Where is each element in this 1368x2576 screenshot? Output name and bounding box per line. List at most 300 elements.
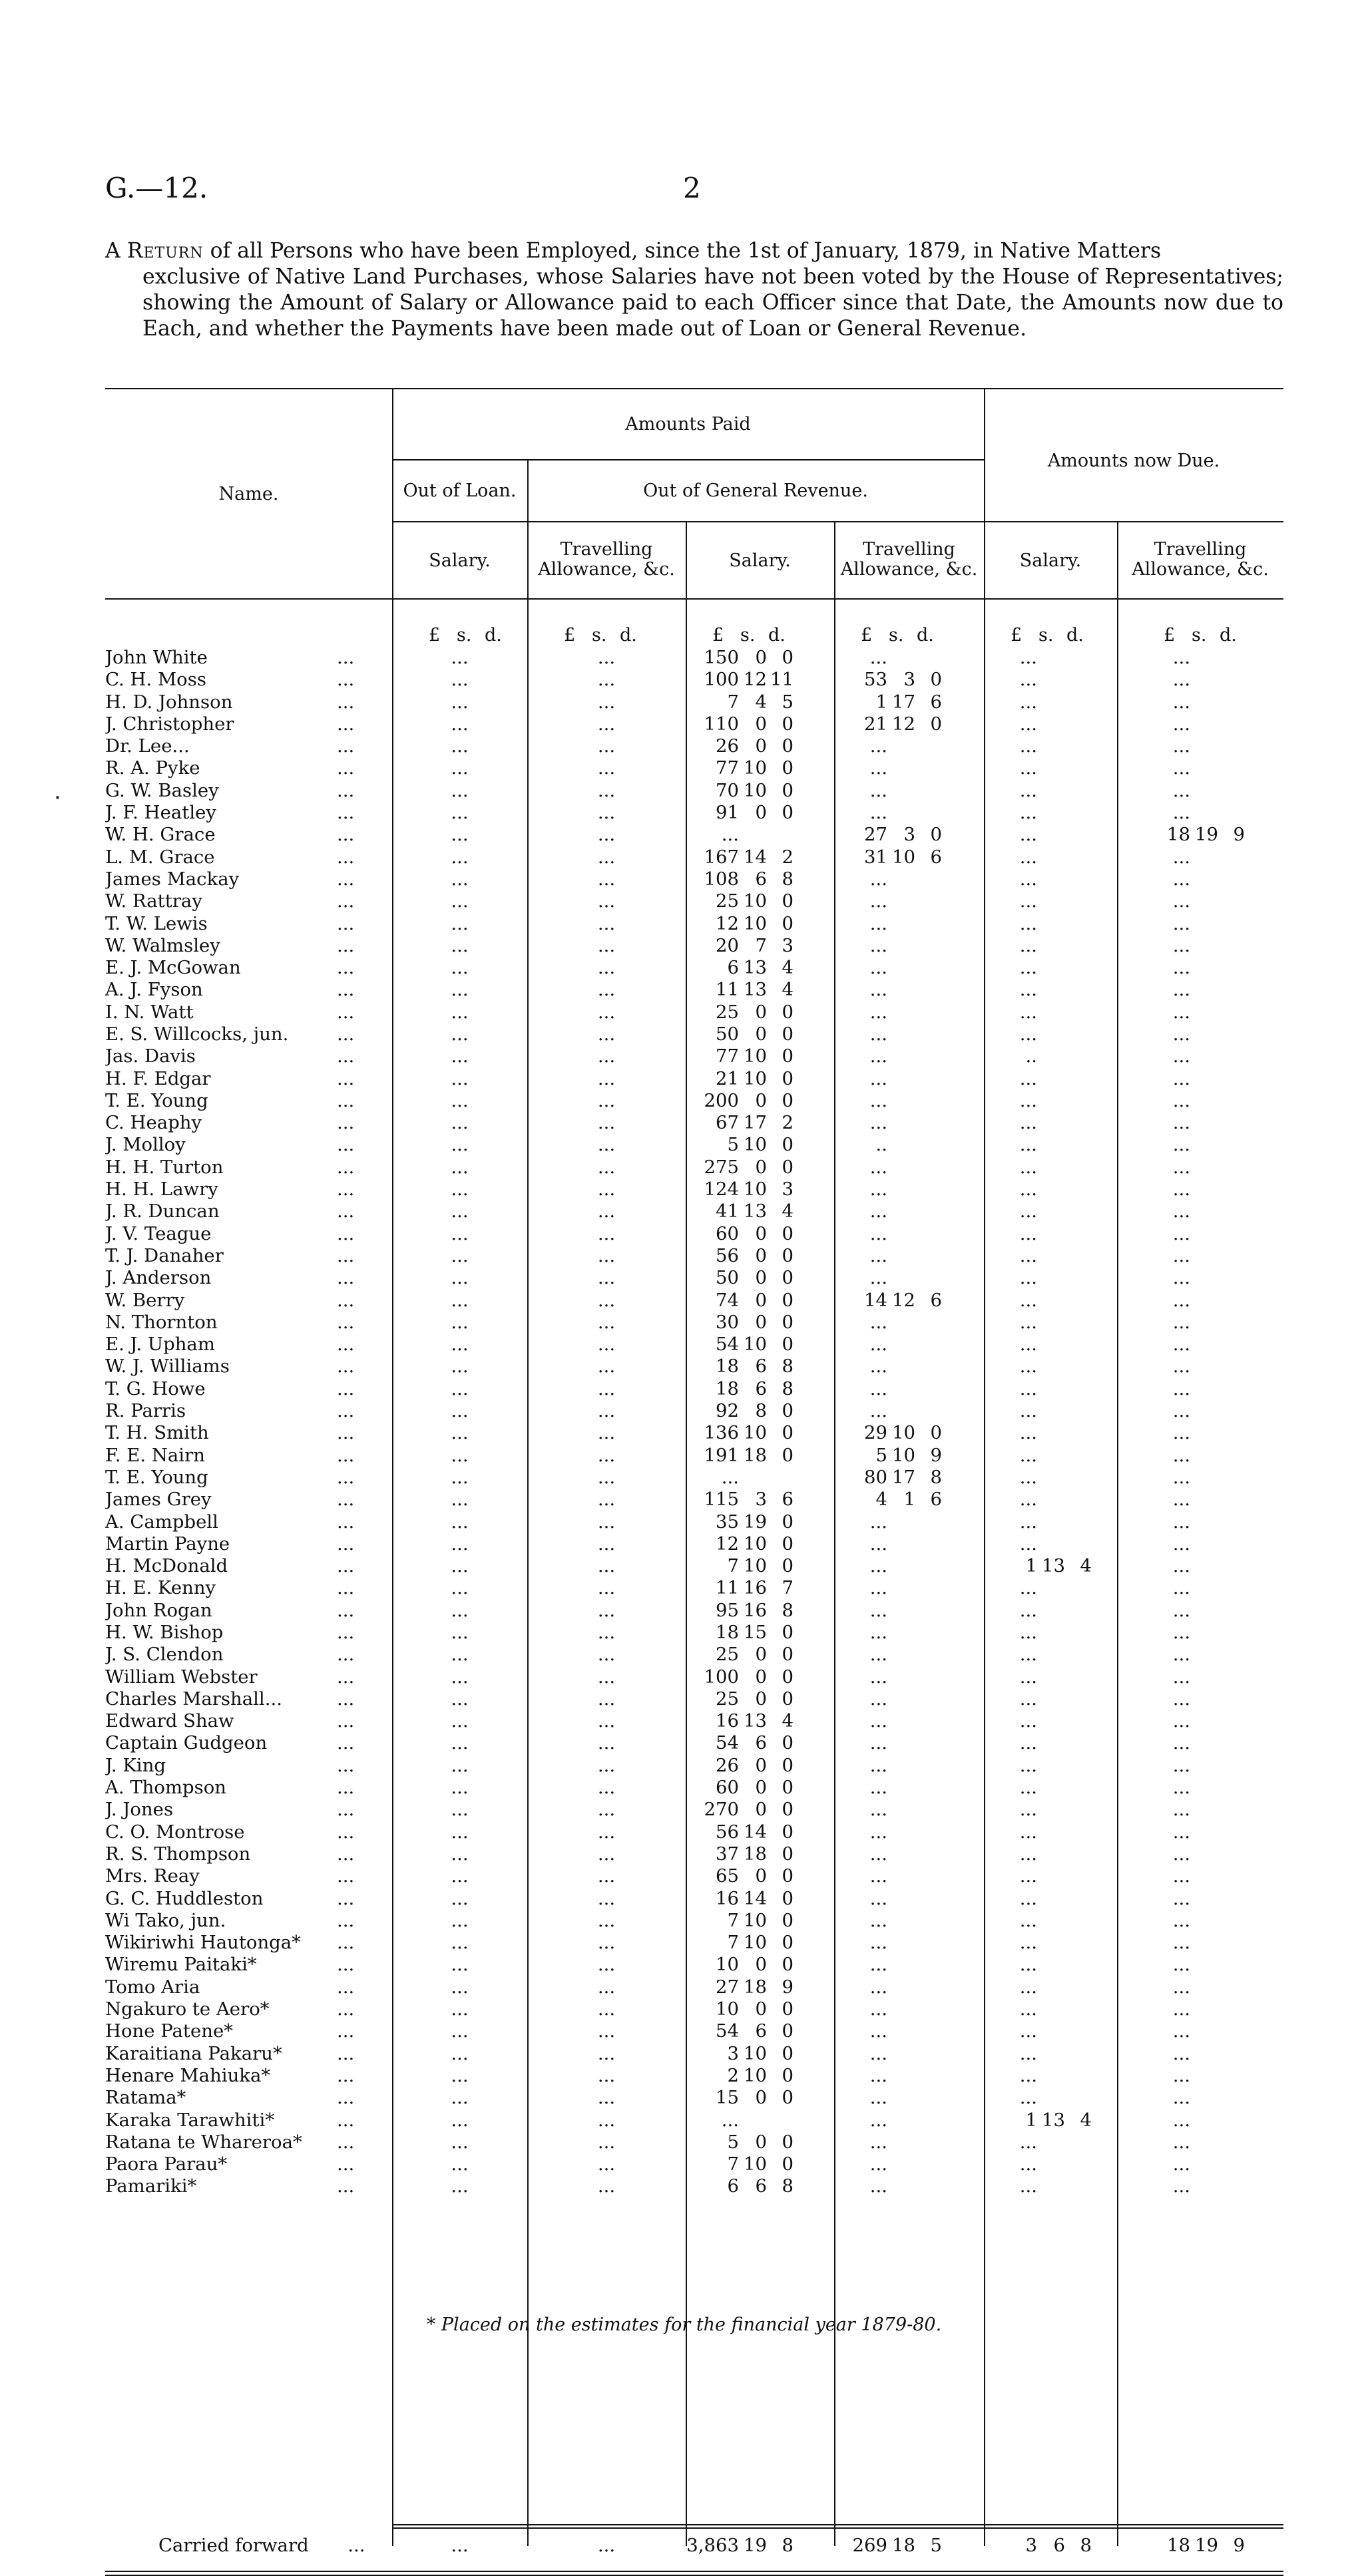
general-salary [686,1843,834,1865]
loan-travelling: ... [597,1865,616,1887]
due-travelling-pounds: ... [1172,1976,1190,1998]
due-travelling [1117,1599,1283,1621]
general-salary [686,1577,834,1599]
loan-travelling: ... [597,669,616,691]
leader-dots: ... [337,1577,355,1599]
general-salary [686,1533,834,1555]
due-salary-pounds: ... [1019,1865,1037,1887]
general-travelling-pounds: ... [869,890,887,912]
general-salary-shillings: 0 [755,1311,767,1333]
general-travelling-shillings [887,935,915,956]
general-travelling [834,1909,984,1931]
table-row [105,824,1283,846]
general-salary-shillings: 10 [744,2064,767,2086]
loan-travelling: ... [597,1622,616,1643]
row-name: R. Parris [105,1400,186,1422]
loan-travelling: ... [597,2109,616,2131]
general-salary-shillings: 13 [744,957,767,979]
due-travelling-shillings [1190,1777,1218,1798]
general-salary [686,1710,834,1732]
due-salary-shillings [1037,757,1065,779]
loan-salary: ... [451,1422,469,1444]
general-salary-shillings: 0 [755,1998,767,2020]
general-salary-shillings: 14 [744,1887,767,1909]
general-salary [686,646,834,668]
general-travelling-pence [915,2131,942,2153]
general-travelling [834,1865,984,1887]
due-travelling [1117,1644,1283,1666]
loan-travelling: ... [597,1710,616,1732]
due-salary-shillings [1037,1245,1065,1266]
due-travelling-pence [1218,1489,1245,1510]
due-travelling [1117,713,1283,735]
due-travelling-shillings [1190,1644,1218,1665]
due-travelling-shillings [1190,979,1218,1000]
due-salary-pence [1065,1577,1092,1598]
general-travelling-shillings [887,1976,915,1998]
due-travelling [1117,2064,1283,2086]
leader-dots: ... [337,1089,355,1111]
general-salary [686,1156,834,1178]
leader-dots: ... [337,1644,355,1666]
table-row [105,2131,1283,2153]
general-salary-pounds: 15 [716,2087,739,2109]
leader-dots: ... [337,1289,355,1311]
due-travelling [1117,1998,1283,2020]
general-travelling-pence [915,1865,942,1887]
due-travelling-pounds: ... [1172,1156,1190,1178]
due-salary-pounds: ... [1019,1422,1037,1444]
due-travelling-shillings [1190,1090,1218,1111]
loan-travelling: ... [597,1533,616,1555]
due-travelling [1117,1023,1283,1045]
due-travelling-pounds: ... [1172,1112,1190,1134]
due-travelling-shillings [1190,1334,1218,1355]
general-salary-pence: 0 [782,1865,794,1887]
row-name: Henare Mahiuka* [105,2064,271,2086]
due-travelling-shillings [1190,1577,1218,1598]
due-salary [984,934,1117,956]
general-salary-shillings: 14 [744,846,767,868]
general-travelling-pounds: ... [869,1067,887,1089]
general-salary-pounds: 191 [704,1444,739,1466]
row-name: J. F. Heatley [105,802,216,824]
due-salary-pence [1065,846,1092,868]
general-travelling-pounds: ... [869,912,887,934]
general-travelling-pounds: 1 [875,691,887,713]
loan-salary: ... [451,1865,469,1887]
total-general-travelling-pounds: 269 [852,2534,887,2556]
due-travelling [1117,1954,1283,1976]
table-row [105,1289,1283,1311]
general-travelling [834,713,984,735]
general-salary-shillings: 0 [755,1666,767,1688]
general-salary-pounds: 65 [716,1865,739,1887]
due-travelling-shillings [1190,1445,1218,1466]
general-salary-pence: 11 [770,669,794,691]
leader-dots: ... [337,1909,355,1931]
due-salary [984,1134,1117,1156]
row-name: A. Thompson [105,1777,227,1799]
general-salary-shillings: 15 [744,1622,767,1643]
due-salary-pounds: ... [1019,757,1037,779]
due-travelling [1117,646,1283,668]
general-travelling-shillings [887,1555,915,1576]
general-travelling-shillings [887,1068,915,1089]
due-travelling [1117,1289,1283,1311]
row-name: J. Molloy [105,1134,186,1156]
general-travelling [834,1023,984,1045]
general-travelling-pounds: ... [869,1754,887,1776]
general-salary-pence: 0 [782,912,794,934]
general-salary-shillings: 18 [744,1976,767,1998]
due-travelling-pence [1218,1555,1245,1576]
general-travelling-shillings [887,1023,915,1045]
due-salary-pounds: ... [1019,1356,1037,1378]
general-salary-shillings: 0 [755,1001,767,1023]
due-salary-pounds: ... [1019,1777,1037,1799]
general-salary [686,868,834,890]
due-travelling-pence [1218,1910,1245,1931]
leader-dots: ... [337,1710,355,1732]
general-travelling [834,1045,984,1067]
loan-travelling: ... [597,1089,616,1111]
general-travelling-pence [915,1666,942,1688]
loan-salary: ... [451,1001,469,1023]
due-salary [984,1909,1117,1931]
due-salary-units-unit_p: £ [1011,625,1023,646]
due-travelling [1117,1466,1283,1488]
units-row [105,624,1283,646]
due-salary-shillings [1037,780,1065,801]
general-travelling-pence [915,1644,942,1665]
loan-travelling-units-unit_p: £ [564,625,576,646]
due-salary-shillings [1037,2020,1065,2042]
total-general-salary-pounds: 3,863 [686,2534,739,2556]
print-speck [56,796,59,799]
due-salary-pounds: ... [1019,1821,1037,1843]
loan-travelling: ... [597,890,616,912]
general-salary-shillings: 10 [744,1179,767,1200]
general-travelling [834,1178,984,1200]
due-salary-pounds: ... [1019,1577,1037,1599]
due-salary-pounds: ... [1019,1067,1037,1089]
general-salary-pounds: 275 [704,1156,739,1178]
general-salary-shillings: 10 [744,1533,767,1555]
due-salary-pounds: ... [1019,1244,1037,1266]
row-name: H. W. Bishop [105,1622,224,1643]
general-salary-shillings: 0 [755,1156,767,1178]
general-travelling-pence [915,1023,942,1045]
general-salary-pounds: 108 [704,868,739,890]
due-salary [984,1887,1117,1909]
due-travelling-pounds: ... [1172,646,1190,668]
due-travelling-shillings: 19 [1195,824,1218,846]
general-travelling-pence [915,2065,942,2086]
general-salary-pence: 0 [782,1644,794,1666]
due-travelling-pounds: ... [1172,1089,1190,1111]
table-row [105,1001,1283,1023]
loan-salary: ... [451,1156,469,1178]
row-name: R. S. Thompson [105,1843,251,1865]
general-salary-shillings: 0 [755,1089,767,1111]
general-salary-pence: 0 [782,1311,794,1333]
leader-dots: ... [337,1954,355,1976]
general-salary [686,1422,834,1444]
loan-salary: ... [451,1976,469,1998]
due-travelling-pounds: ... [1172,2042,1190,2064]
due-travelling-pounds: ... [1172,1466,1190,1488]
due-travelling [1117,1555,1283,1576]
due-travelling [1117,1577,1283,1599]
amounts-paid-header: Amounts Paid [625,414,751,435]
due-travelling-shillings [1190,1622,1218,1643]
general-salary-pence: 0 [782,1821,794,1843]
general-salary-shillings: 0 [755,1644,767,1666]
general-salary [686,1998,834,2020]
general-travelling-shillings [887,2110,915,2131]
due-salary-pounds: ... [1019,1200,1037,1222]
due-travelling-pounds: ... [1172,1533,1190,1555]
general-travelling-pounds: .. [875,1134,887,1156]
due-travelling-pounds: ... [1172,735,1190,757]
general-salary [686,1112,834,1134]
table-row [105,1887,1283,1909]
due-salary-pence [1065,1976,1092,1998]
loan-travelling: ... [597,1555,616,1577]
general-travelling-pounds: 4 [875,1489,887,1511]
general-travelling-pounds: ... [869,1577,887,1599]
general-salary-pounds: ... [721,1466,739,1488]
due-travelling-pounds: ... [1172,1909,1190,1931]
table-row [105,890,1283,912]
due-salary-pence [1065,1666,1092,1688]
general-salary [686,735,834,757]
general-travelling-shillings: 3 [903,669,915,691]
loan-salary: ... [451,1356,469,1378]
loan-travelling: ... [597,1222,616,1244]
leader-dots: ... [337,1754,355,1776]
general-travelling-pounds: 14 [864,1289,887,1311]
due-travelling-pounds: ... [1172,1489,1190,1511]
general-travelling-shillings: 17 [892,1466,915,1488]
general-travelling-pounds: ... [869,2131,887,2153]
general-salary-pounds: 20 [716,934,739,956]
due-travelling-pounds: ... [1172,1289,1190,1311]
due-salary [984,1666,1117,1688]
due-travelling-pence [1218,1533,1245,1555]
total-loan-salary: ... [451,2534,469,2556]
general-travelling-pence [915,1533,942,1555]
row-name: Charles Marshall... [105,1688,282,1710]
general-salary-shillings: 10 [744,1045,767,1067]
general-travelling-pounds: ... [869,1244,887,1266]
table-row [105,2064,1283,2086]
general-travelling-pounds: 29 [864,1422,887,1444]
due-travelling [1117,2175,1283,2197]
loan-salary: ... [451,1533,469,1555]
loan-salary: ... [451,1511,469,1533]
due-salary-pounds: ... [1019,1222,1037,1244]
general-travelling-shillings [887,1755,915,1776]
due-travelling-pounds: ... [1172,691,1190,713]
general-travelling-pounds: ... [869,1200,887,1222]
due-salary-shillings [1037,2175,1065,2197]
due-travelling [1117,2109,1283,2131]
general-salary-shillings: 17 [744,1112,767,1134]
general-travelling [834,1444,984,1466]
due-travelling-pence [1218,1511,1245,1533]
general-salary-pounds: 35 [716,1511,739,1533]
general-travelling [834,1489,984,1511]
due-salary-pence [1065,1799,1092,1820]
due-travelling-pounds: ... [1172,1311,1190,1333]
leader-dots: ... [337,1887,355,1909]
general-travelling-shillings [887,1400,915,1421]
loan-travelling: ... [597,1023,616,1045]
leader-dots: ... [337,1244,355,1266]
table-row [105,846,1283,868]
due-salary-pounds: ... [1019,735,1037,757]
loan-salary: ... [451,1045,469,1067]
table-row [105,1311,1283,1333]
general-travelling [834,669,984,691]
general-salary-pounds: 7 [727,1909,739,1931]
due-travelling-shillings [1190,1489,1218,1510]
intro-lead-word: Return [126,239,204,263]
due-salary [984,1156,1117,1178]
row-name: E. J. Upham [105,1334,215,1356]
general-salary-pounds: 18 [716,1378,739,1399]
due-salary-pence [1065,1688,1092,1710]
due-salary-pounds: ... [1019,890,1037,912]
due-travelling-pounds: ... [1172,2064,1190,2086]
general-travelling-pounds: ... [869,1511,887,1533]
due-salary-shillings [1037,1888,1065,1909]
loan-travelling: ... [597,1954,616,1976]
loan-travelling: ... [597,2153,616,2175]
row-name: J. S. Clendon [105,1644,224,1666]
due-salary-pence [1065,2153,1092,2175]
general-salary [686,979,834,1001]
general-travelling-shillings [887,1888,915,1909]
row-name: C. H. Moss [105,669,206,691]
due-salary-pounds: ... [1019,1954,1037,1976]
leader-dots: ... [337,824,355,846]
table-row [105,1023,1283,1045]
loan-salary: ... [451,1732,469,1754]
row-name: John Rogan [105,1599,212,1621]
due-salary [984,1200,1117,1222]
general-salary [686,846,834,868]
general-salary-pounds: 30 [716,1311,739,1333]
general-salary-units [686,624,834,646]
general-travelling-pence [915,1045,942,1067]
due-travelling [1117,1821,1283,1843]
due-salary-pence [1065,1312,1092,1333]
general-salary [686,801,834,823]
row-name: John White [105,646,208,668]
general-salary-shillings: 0 [755,1289,767,1311]
due-travelling-pence [1218,1400,1245,1421]
leader-dots: ... [337,1976,355,1998]
loan-travelling: ... [597,1067,616,1089]
due-travelling [1117,801,1283,823]
loan-travelling: ... [597,1179,616,1200]
row-name: J. R. Duncan [105,1200,220,1222]
general-travelling-pence: 9 [930,1444,942,1466]
due-travelling-shillings [1190,2131,1218,2153]
due-salary-pence [1065,1334,1092,1355]
due-salary-pence [1065,802,1092,823]
due-salary-pounds: ... [1019,1688,1037,1710]
leader-dots: ... [337,1156,355,1178]
loan-travelling: ... [597,2064,616,2086]
due-travelling [1117,912,1283,934]
general-salary-pounds: 200 [704,1089,739,1111]
general-salary-pounds: 150 [704,646,739,668]
loan-travelling: ... [597,1400,616,1422]
general-salary [686,1511,834,1533]
due-travelling-pence [1218,757,1245,779]
general-travelling [834,1267,984,1289]
general-salary-shillings: 0 [755,1799,767,1821]
general-travelling-pence: 6 [930,1489,942,1511]
loan-travelling: ... [597,1489,616,1511]
due-salary-pounds: ... [1019,868,1037,890]
loan-travelling: ... [597,779,616,801]
due-salary [984,691,1117,713]
due-travelling-shillings [1190,1888,1218,1909]
due-salary-pounds: ... [1019,1378,1037,1399]
general-salary-shillings: 13 [744,1200,767,1222]
due-salary-shillings [1037,2043,1065,2064]
totals-row [105,2534,1283,2556]
due-salary [984,2020,1117,2042]
due-travelling-pounds: ... [1172,2131,1190,2153]
general-travelling-pounds: ... [869,735,887,757]
loan-travelling: ... [597,1777,616,1799]
general-travelling-pence [915,1843,942,1865]
due-travelling [1117,1710,1283,1732]
due-salary-shillings [1037,935,1065,956]
due-salary-pence [1065,1422,1092,1443]
general-salary-pence: 0 [782,2064,794,2086]
due-travelling-pounds: ... [1172,1777,1190,1799]
due-travelling-pounds: ... [1172,802,1190,824]
general-salary-pounds: 7 [727,691,739,713]
due-salary-pence [1065,780,1092,801]
due-travelling-pence [1218,890,1245,912]
general-travelling-pounds: ... [869,1599,887,1621]
general-salary-pence: 0 [782,1422,794,1444]
due-salary-pence [1065,1622,1092,1643]
due-travelling-shillings [1190,868,1218,890]
general-travelling-pence [915,1799,942,1820]
table-row [105,1244,1283,1266]
due-travelling-pounds: ... [1172,1378,1190,1399]
due-salary [984,1732,1117,1754]
loan-travelling: ... [597,1666,616,1688]
general-travelling-pence [915,1910,942,1931]
due-travelling-shillings [1190,2175,1218,2197]
leader-dots: ... [330,2534,365,2556]
due-salary-pence [1065,1445,1092,1466]
general-salary [686,1754,834,1776]
due-travelling [1117,956,1283,978]
general-travelling-pence [915,647,942,668]
due-travelling [1117,890,1283,912]
